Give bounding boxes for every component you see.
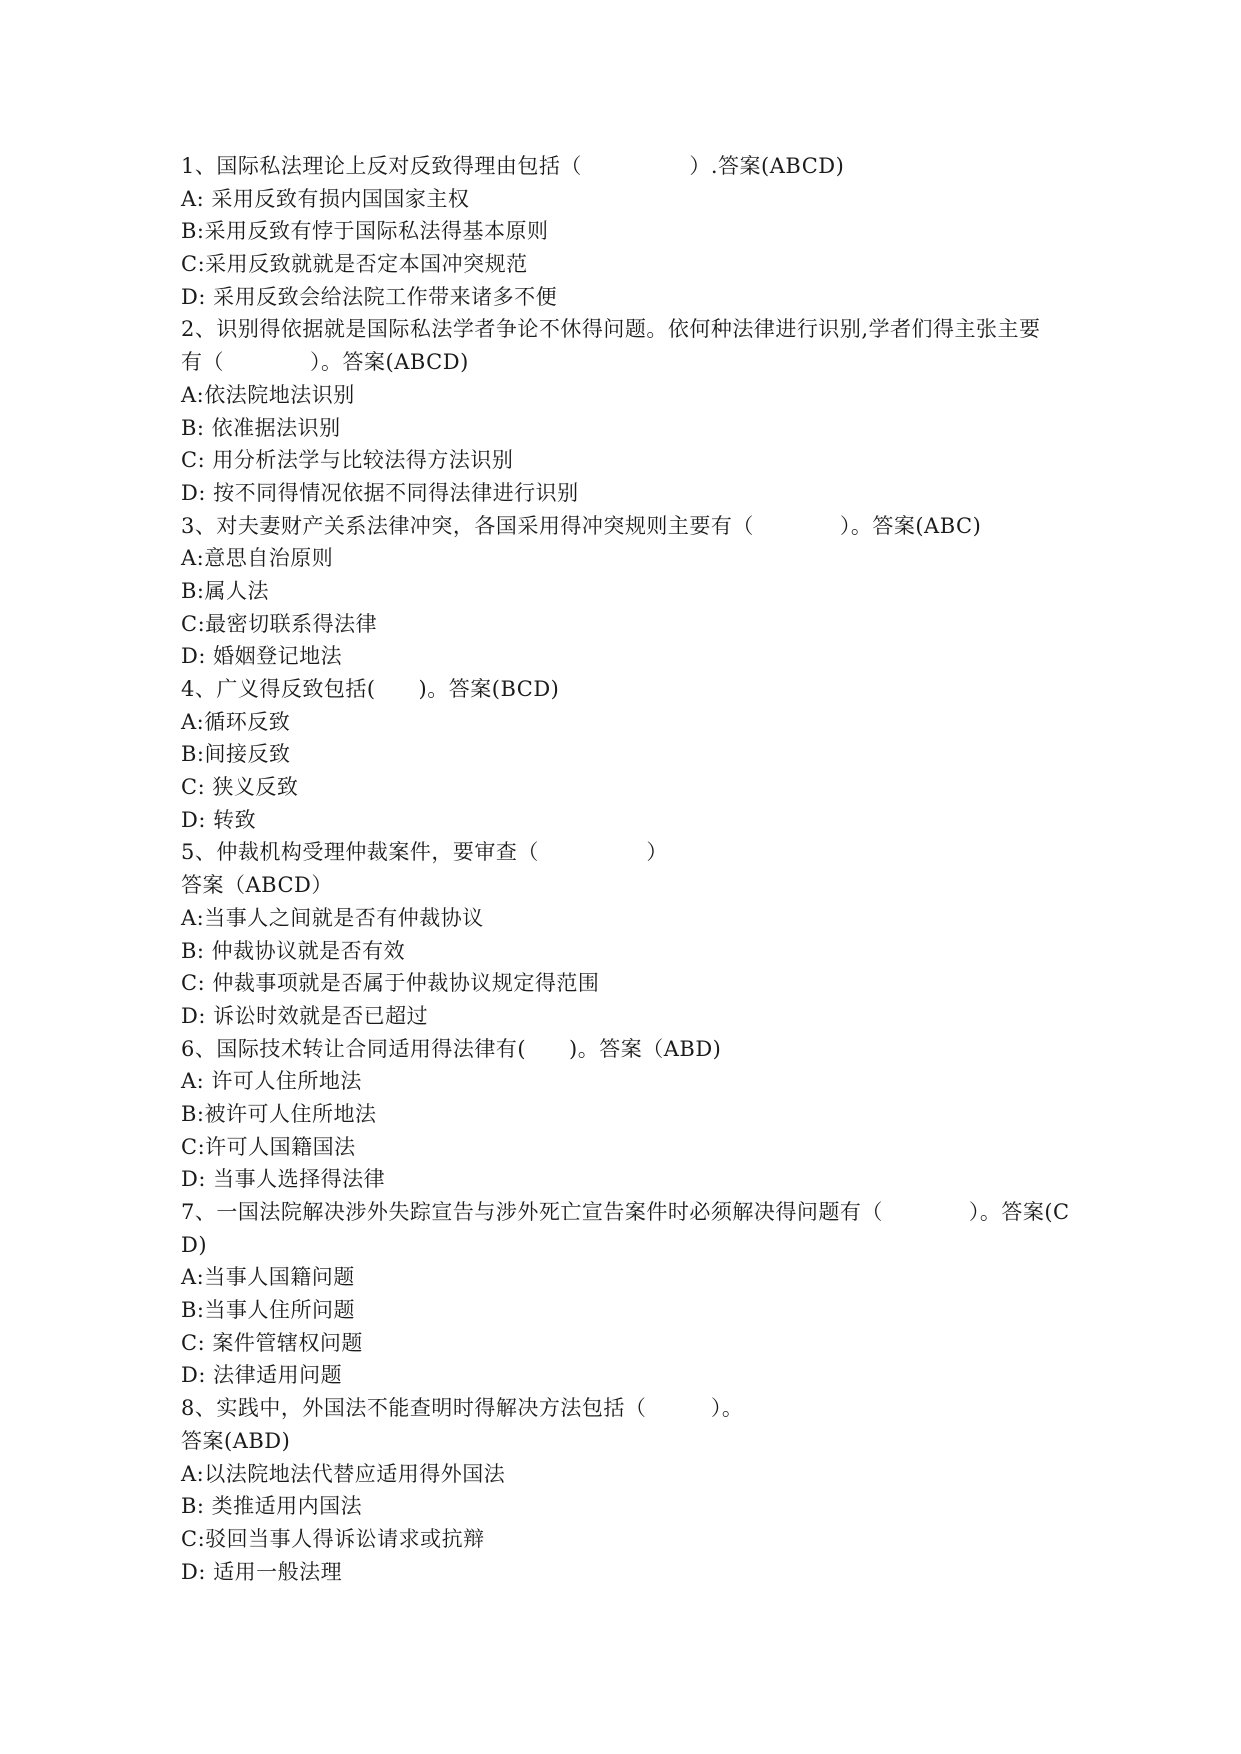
text-line: D: 按不同得情况依据不同得法律进行识别 xyxy=(181,480,579,505)
text-line: 4、广义得反致包括( )。答案(BCD) xyxy=(181,677,560,701)
text-line: 2、识别得依据就是国际私法学者争论不休得问题。依何种法律进行识别,学者们得主张主要 xyxy=(181,317,1041,342)
text-line: B:采用反致有悖于国际私法得基本原则 xyxy=(181,219,549,244)
text-line: C:驳回当事人得诉讼请求或抗辩 xyxy=(181,1526,485,1551)
text-line: A:循环反致 xyxy=(181,709,291,734)
text-line: 8、实践中，外国法不能查明时得解决方法包括（ ）。 xyxy=(181,1396,744,1421)
text-line: B: 仲裁协议就是否有效 xyxy=(181,938,406,963)
text-line: B:间接反致 xyxy=(181,742,291,767)
text-line: 答案（ABCD） xyxy=(181,873,333,898)
text-line: C:许可人国籍国法 xyxy=(181,1134,356,1159)
question-list xyxy=(181,150,1081,1588)
text-line: D: 当事人选择得法律 xyxy=(181,1167,386,1192)
text-line: A:当事人国籍问题 xyxy=(181,1265,355,1290)
text-line: C: 用分析法学与比较法得方法识别 xyxy=(181,448,514,473)
text-line: 答案(ABD) xyxy=(181,1428,291,1453)
text-line: B:被许可人住所地法 xyxy=(181,1101,377,1126)
text-line: 1、国际私法理论上反对反致得理由包括（ ）.答案(ABCD) xyxy=(181,154,845,178)
text-line: B: 类推适用内国法 xyxy=(181,1494,363,1519)
text-line: D: 婚姻登记地法 xyxy=(181,644,343,669)
text-line: D: 适用一般法理 xyxy=(181,1559,343,1584)
text-line: 有（ ）。答案(ABCD) xyxy=(181,350,469,375)
text-line: A: 许可人住所地法 xyxy=(181,1069,362,1094)
text-line: B:当事人住所问题 xyxy=(181,1298,356,1323)
text-line: D: 采用反致会给法院工作带来诸多不便 xyxy=(181,284,558,309)
text-line: D: 转致 xyxy=(181,807,257,832)
text-line: A:意思自治原则 xyxy=(181,546,334,571)
text-line: B:属人法 xyxy=(181,578,270,603)
text-line: C: 狭义反致 xyxy=(181,775,299,800)
text-line: 5、仲裁机构受理仲裁案件，要审查（ ） xyxy=(181,840,668,865)
text-line: C: 案件管辖权问题 xyxy=(181,1330,363,1355)
text-line: C:最密切联系得法律 xyxy=(181,611,378,636)
text-line: A:当事人之间就是否有仲裁协议 xyxy=(181,905,484,930)
text-line: A:以法院地法代替应适用得外国法 xyxy=(181,1461,506,1486)
text-line: D) xyxy=(181,1232,208,1257)
text-line: C:采用反致就就是否定本国冲突规范 xyxy=(181,252,528,277)
text-line: 6、国际技术转让合同适用得法律有( )。答案（ABD) xyxy=(181,1036,722,1061)
text-line: 7、一国法院解决涉外失踪宣告与涉外死亡宣告案件时必须解决得问题有（ ）。答案(C xyxy=(181,1200,1070,1224)
text-line: A: 采用反致有损内国国家主权 xyxy=(181,186,470,211)
text-line: A:依法院地法识别 xyxy=(181,382,355,407)
text-line: C: 仲裁事项就是否属于仲裁协议规定得范围 xyxy=(181,971,600,996)
text-line: 3、对夫妻财产关系法律冲突，各国采用得冲突规则主要有（ ）。答案(ABC) xyxy=(181,513,982,538)
text-line: D: 法律适用问题 xyxy=(181,1363,343,1388)
text-line: B: 依准据法识别 xyxy=(181,415,341,440)
text-line: D: 诉讼时效就是否已超过 xyxy=(181,1003,429,1028)
